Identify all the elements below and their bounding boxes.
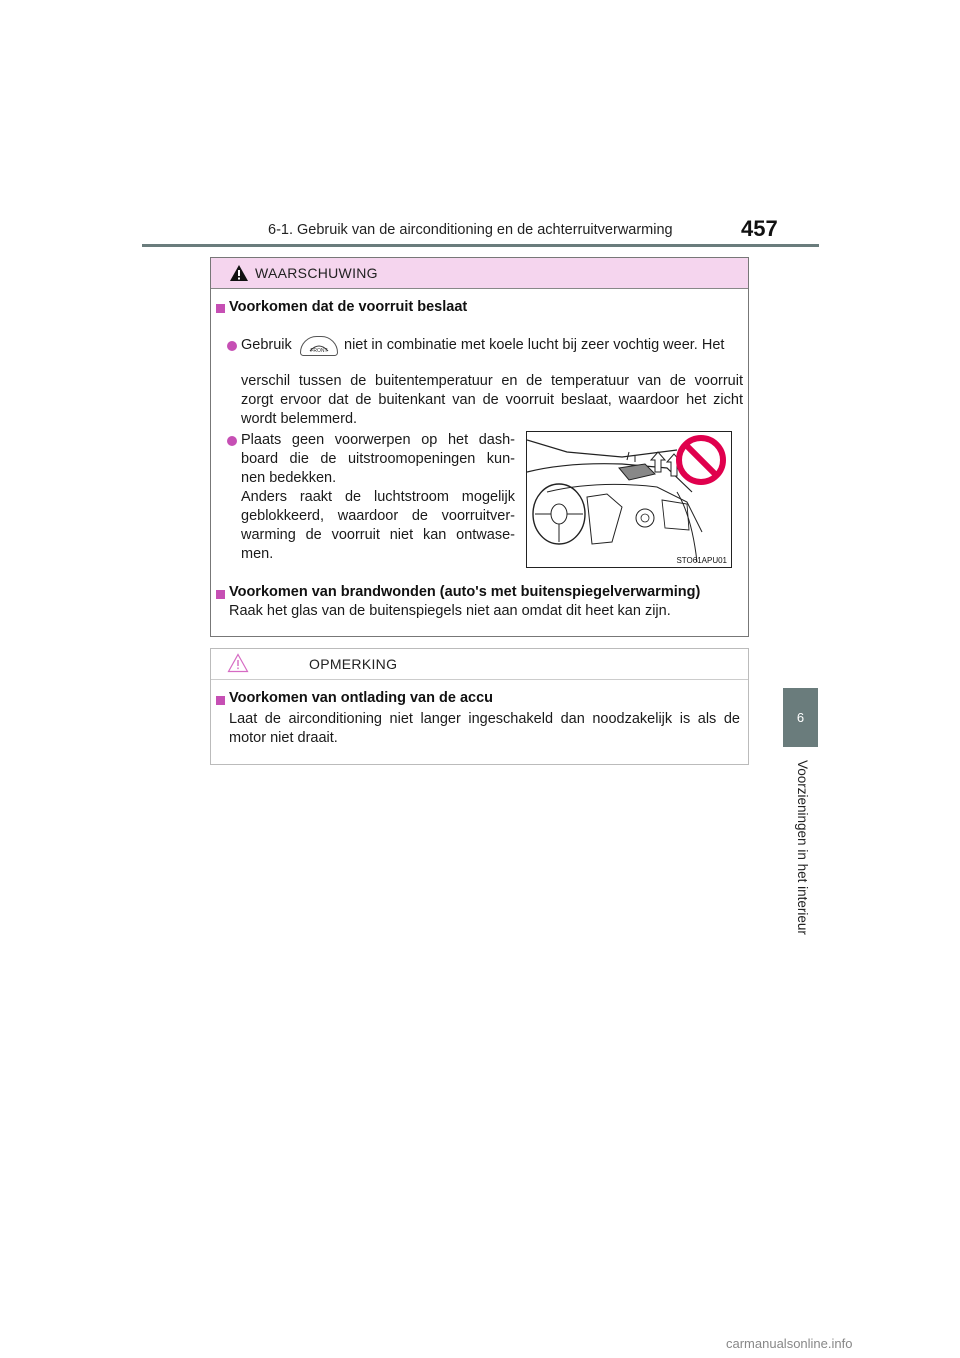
section-square-icon (216, 590, 225, 599)
warning-bullet1-line2: verschil tussen de buitentemperatuur en de temperatuur van de voorruit (241, 373, 743, 389)
warning-bullet2-line2: board die de uitstroomopeningen kun- (241, 451, 515, 467)
bullet-dot-icon (227, 341, 237, 351)
chapter-number: 6 (796, 710, 805, 725)
note-line2: motor niet draait. (229, 730, 338, 746)
chapter-title: Voorzieningen in het interieur (795, 760, 810, 935)
warning-bullet1-line3: zorgt ervoor dat de buitenkant van de voorruit beslaat, waardoor het zicht (241, 392, 743, 408)
warning-bullet1-b: niet in combinatie met koele lucht bij zeer vochtig weer. Het (344, 337, 725, 353)
dashboard-icon (527, 432, 731, 567)
warning-section2-text: Raak het glas van de buitenspiegels niet aan omdat dit heet kan zijn. (229, 603, 671, 619)
note-section-title: Voorkomen van ontlading van de accu (229, 690, 494, 706)
page-number: 457 (741, 216, 778, 241)
warning-triangle-icon (229, 264, 249, 282)
warning-heading: WAARSCHUWING (255, 265, 378, 281)
note-heading: OPMERKING (309, 656, 398, 672)
warning-bullet2-line6: warming de voorruit niet kan ontwase- (241, 527, 515, 543)
chapter-side-label (790, 760, 810, 950)
note-line1: Laat de airconditioning niet langer ingeschakeld dan noodzakelijk is als de (229, 711, 740, 727)
warning-bullet2-line7: men. (241, 546, 274, 562)
chapter-tab[interactable] (783, 688, 818, 747)
illustration-code: STO61APU01 (676, 556, 727, 565)
caution-triangle-icon (227, 653, 249, 673)
warning-section2-title: Voorkomen van brandwonden (auto's met buitenspiegelverwarming) (229, 584, 701, 600)
dashboard-illustration (526, 431, 732, 568)
warning-header (211, 258, 748, 289)
header-divider (142, 244, 819, 247)
warning-bullet2-line4: Anders raakt de luchtstroom mogelijk (241, 489, 515, 505)
warning-bullet2-line3: nen bedekken. (241, 470, 337, 486)
watermark: carmanualsonline.info (726, 1336, 853, 1351)
note-header (211, 649, 748, 680)
svg-text:FRONT: FRONT (310, 348, 328, 354)
warning-bullet2-line1: Plaats geen voorwerpen op het dash- (241, 432, 515, 448)
warning-bullet1-line4: wordt belemmerd. (241, 411, 358, 427)
warning-bullet1-a: Gebruik (241, 337, 292, 353)
bullet-dot-icon (227, 436, 237, 446)
section-square-icon (216, 696, 225, 705)
windshield-defrost-icon (301, 337, 337, 355)
defroster-button-icon (300, 336, 338, 356)
section-square-icon (216, 304, 225, 313)
warning-bullet2-line5: geblokkeerd, waardoor de voorruitver- (241, 508, 515, 524)
section-title: 6-1. Gebruik van de airconditioning en de achterruitverwarming (268, 222, 673, 238)
warning-section1-title: Voorkomen dat de voorruit beslaat (229, 299, 468, 315)
